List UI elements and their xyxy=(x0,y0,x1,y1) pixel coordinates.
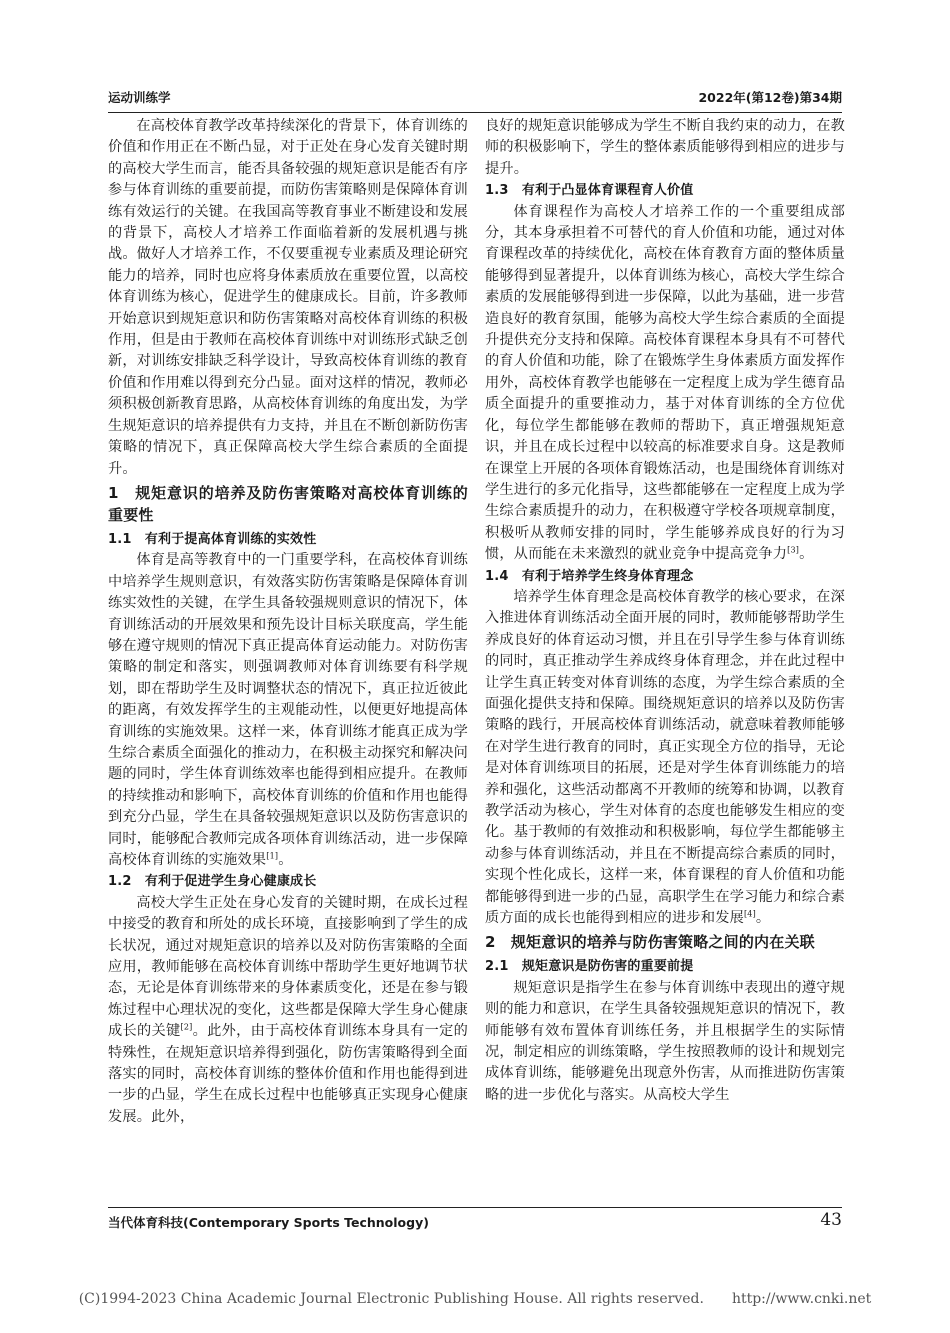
s12-text-2: 。此外，由于高校体育训练本身具有一定的特殊性，在规矩意识培养得到强化，防伤害策略得到全面落实的同时，高校体育训练的整体价值和作用也能得到进一步的凸显，学生在成长过程中也能够真正实现身心健康发展。此外， xyxy=(108,1023,468,1125)
subsection-1-1-heading: 1.1 有利于提高体育训练的实效性 xyxy=(108,531,317,547)
subsection-1-2-paragraph xyxy=(108,893,468,1128)
section-2-heading: 2 规矩意识的培养与防伤害策略之间的内在关联 xyxy=(485,933,815,952)
s14-text: 培养学生体育理念是高校体育教学的核心要求，在深入推进体育训练活动全面开展的同时，教师能够帮助学生养成良好的体育运动习惯，并且在引导学生参与体育训练的同时，真正推动学生养成终身体育理念，并在此过程中让学生真正转变对体育训练的态度，为学生综合素质的全面强化提供支持和保障。围绕规矩意识的培养以及防伤害策略的践行，开展高校体育训练活动，就意味着教师能够在对学生进行教育的同时，真正实现全方位的指导，无论是对体育训练项目的拓展，还是对学生体育训练能力的培养和强化，这些活动都离不开教师的统筹和协调，以教育教学活动为核心，学生对体育的态度也能够发生相应的变化。基于教师的有效推动和积极影响，每位学生都能够主动参与体育训练活动，并且在不断提高综合素质的同时，实现个性化成长，这样一来，体育课程的育人价值和功能都能够得到进一步的凸显，高职学生在学习能力和综合素质方面的成长也能得到相应的进步和发展 xyxy=(485,588,845,927)
s14-end: 。 xyxy=(755,910,771,927)
page-number: 43 xyxy=(820,1210,842,1230)
subsection-1-2-heading: 1.2 有利于促进学生身心健康成长 xyxy=(108,874,317,890)
s12-text: 高校大学生正处在身心发育的关键时期，在成长过程中接受的教育和所处的成长环境，直接影响到了学生的成长状况，通过对规矩意识的培养以及对防伤害策略的全面应用，教师能够在高校体育训练中帮助学生更好地调节状态，无论是体育训练带来的身体素质变化，还是在参与锻炼过程中心理状况的变化，这些都是保障大学生身心健康成长的关键 xyxy=(108,894,468,1040)
citation-1: [1] xyxy=(266,851,279,861)
subsection-1-3-heading: 1.3 有利于凸显体育课程育人价值 xyxy=(485,183,694,199)
subsection-2-1-heading: 2.1 规矩意识是防伤害的重要前提 xyxy=(485,959,694,975)
s13-end: 。 xyxy=(799,546,814,563)
citation-2: [2] xyxy=(180,1022,193,1032)
intro-paragraph: 在高校体育教学改革持续深化的背景下，体育训练的价值和作用正在不断凸显，对于正处在身心发育关键时期的高校大学生而言，能否具备较强的规矩意识是能否有序参与体育训练的重要前提，而防伤害策略则是保障体育训练有效运行的关键。在我国高等教育事业不断建设和发展的背景下，高校人才培养工作面临着新的发展机遇与挑战。做好人才培养工作，不仅要重视专业素质及理论研究能力的培养，同时也应将身体素质放在重要位置，以高校体育训练为核心，促进学生的健康成长。目前，许多教师开始意识到规矩意识和防伤害策略对高校体育训练的积极作用，但是由于教师在高校体育训练中对训练形式缺乏创新，对训练安排缺乏科学设计，导致高校体育训练的教育价值和作用难以得到充分凸显。面对这样的情况，教师必须积极创新教育思路，从高校体育训练的角度出发，为学生规矩意识的培养提供有力支持，并且在不断创新防伤害策略的情况下，真正保障高校大学生综合素质的全面提升。 xyxy=(108,118,468,477)
left-column xyxy=(108,116,468,1128)
subsection-1-4-paragraph xyxy=(485,587,845,930)
header-issue: 2022年(第12卷)第34期 xyxy=(698,90,842,105)
header-rule xyxy=(108,112,842,113)
continued-paragraph: 良好的规矩意识能够成为学生不断自我约束的动力，在教师的积极影响下，学生的整体素质能够得到相应的进步与提升。 xyxy=(485,118,845,177)
citation-3: [3] xyxy=(787,545,800,555)
copyright-watermark: (C)1994-2023 China Academic Journal Electronic Publishing House. All rights reserved. http://www.cnki.net xyxy=(78,1291,872,1307)
s11-text: 体育是高等教育中的一门重要学科，在高校体育训练中培养学生规则意识，有效落实防伤害策略是保障体育训练实效性的关键，在学生具备较强规则意识的情况下，体育训练活动的开展效果和预先设计目标关联度高，学生能够在遵守规则的情况下真正提高体育运动能力。对防伤害策略的制定和落实，则强调教师对体育训练要有科学规划，即在帮助学生及时调整状态的情况下，真正拉近彼此的距离，有效发挥学生的主观能动性，以便更好地提高体育训练的实施效果。这样一来，体育训练才能真正成为学生综合素质全面强化的推动力，在积极主动探究和解决问题的同时，学生体育训练效率也能得到相应提升。在教师的持续推动和影响下，高校体育训练的价值和作用也能得到充分凸显，学生在具备较强规矩意识以及防伤害意识的同时，能够配合教师完成各项体育训练活动，进一步保障高校体育训练的实施效果 xyxy=(108,552,468,868)
subsection-1-4-heading: 1.4 有利于培养学生终身体育理念 xyxy=(485,568,694,584)
s11-end: 。 xyxy=(278,852,293,868)
citation-4: [4] xyxy=(743,909,756,919)
header-journal-section: 运动训练学 xyxy=(108,90,171,105)
footer-journal-name: 当代体育科技(Contemporary Sports Technology) xyxy=(108,1215,429,1230)
running-footer xyxy=(108,1210,842,1235)
subsection-1-3-paragraph xyxy=(485,202,845,566)
s13-text: 体育课程作为高校人才培养工作的一个重要组成部分，其本身承担着不可替代的育人价值和功能，通过对体育课程改革的持续优化，高校在体育教育方面的整体质量能够得到显著提升，以体育训练为核心，高校大学生综合素质的发展能够得到进一步保障，以此为基础，进一步营造良好的教育氛围，能够为高校大学生综合素质的全面提升提供充分支持和保障。高校体育课程本身具有不可替代的育人价值和功能，除了在锻炼学生身体素质方面发挥作用外，高校体育教学也能够在一定程度上成为学生德育品质全面提升的重要推动力，基于对体育训练的全方位优化，每位学生都能够在教师的帮助下，真正增强规矩意识，并且在成长过程中以较高的标准要求自身。这是教师在课堂上开展的各项体育锻炼活动，也是围绕体育训练对学生进行的多元化指导，这些都能够在一定程度上成为学生综合素质提升的动力，在积极遵守学校各项规章制度，积极听从教师安排的同时，学生能够养成良好的行为习惯，从而能在未来激烈的就业竞争中提高竞争力 xyxy=(485,203,845,563)
subsection-2-1-paragraph: 规矩意识是指学生在参与体育训练中表现出的遵守规则的能力和意识，在学生具备较强规矩意识的情况下，教师能够有效布置体育训练任务，并且根据学生的实际情况，制定相应的训练策略，学生按照教师的设计和规划完成体育训练，能够避免出现意外伤害，从而推进防伤害策略的进一步优化与落实。从高校大学生 xyxy=(485,979,845,1103)
subsection-1-1-paragraph xyxy=(108,550,468,871)
section-1-heading: 1 规矩意识的培养及防伤害策略对高校体育训练的重要性 xyxy=(108,483,468,524)
running-header xyxy=(108,88,842,110)
right-column xyxy=(485,116,845,1106)
footer-rule xyxy=(108,1207,842,1208)
